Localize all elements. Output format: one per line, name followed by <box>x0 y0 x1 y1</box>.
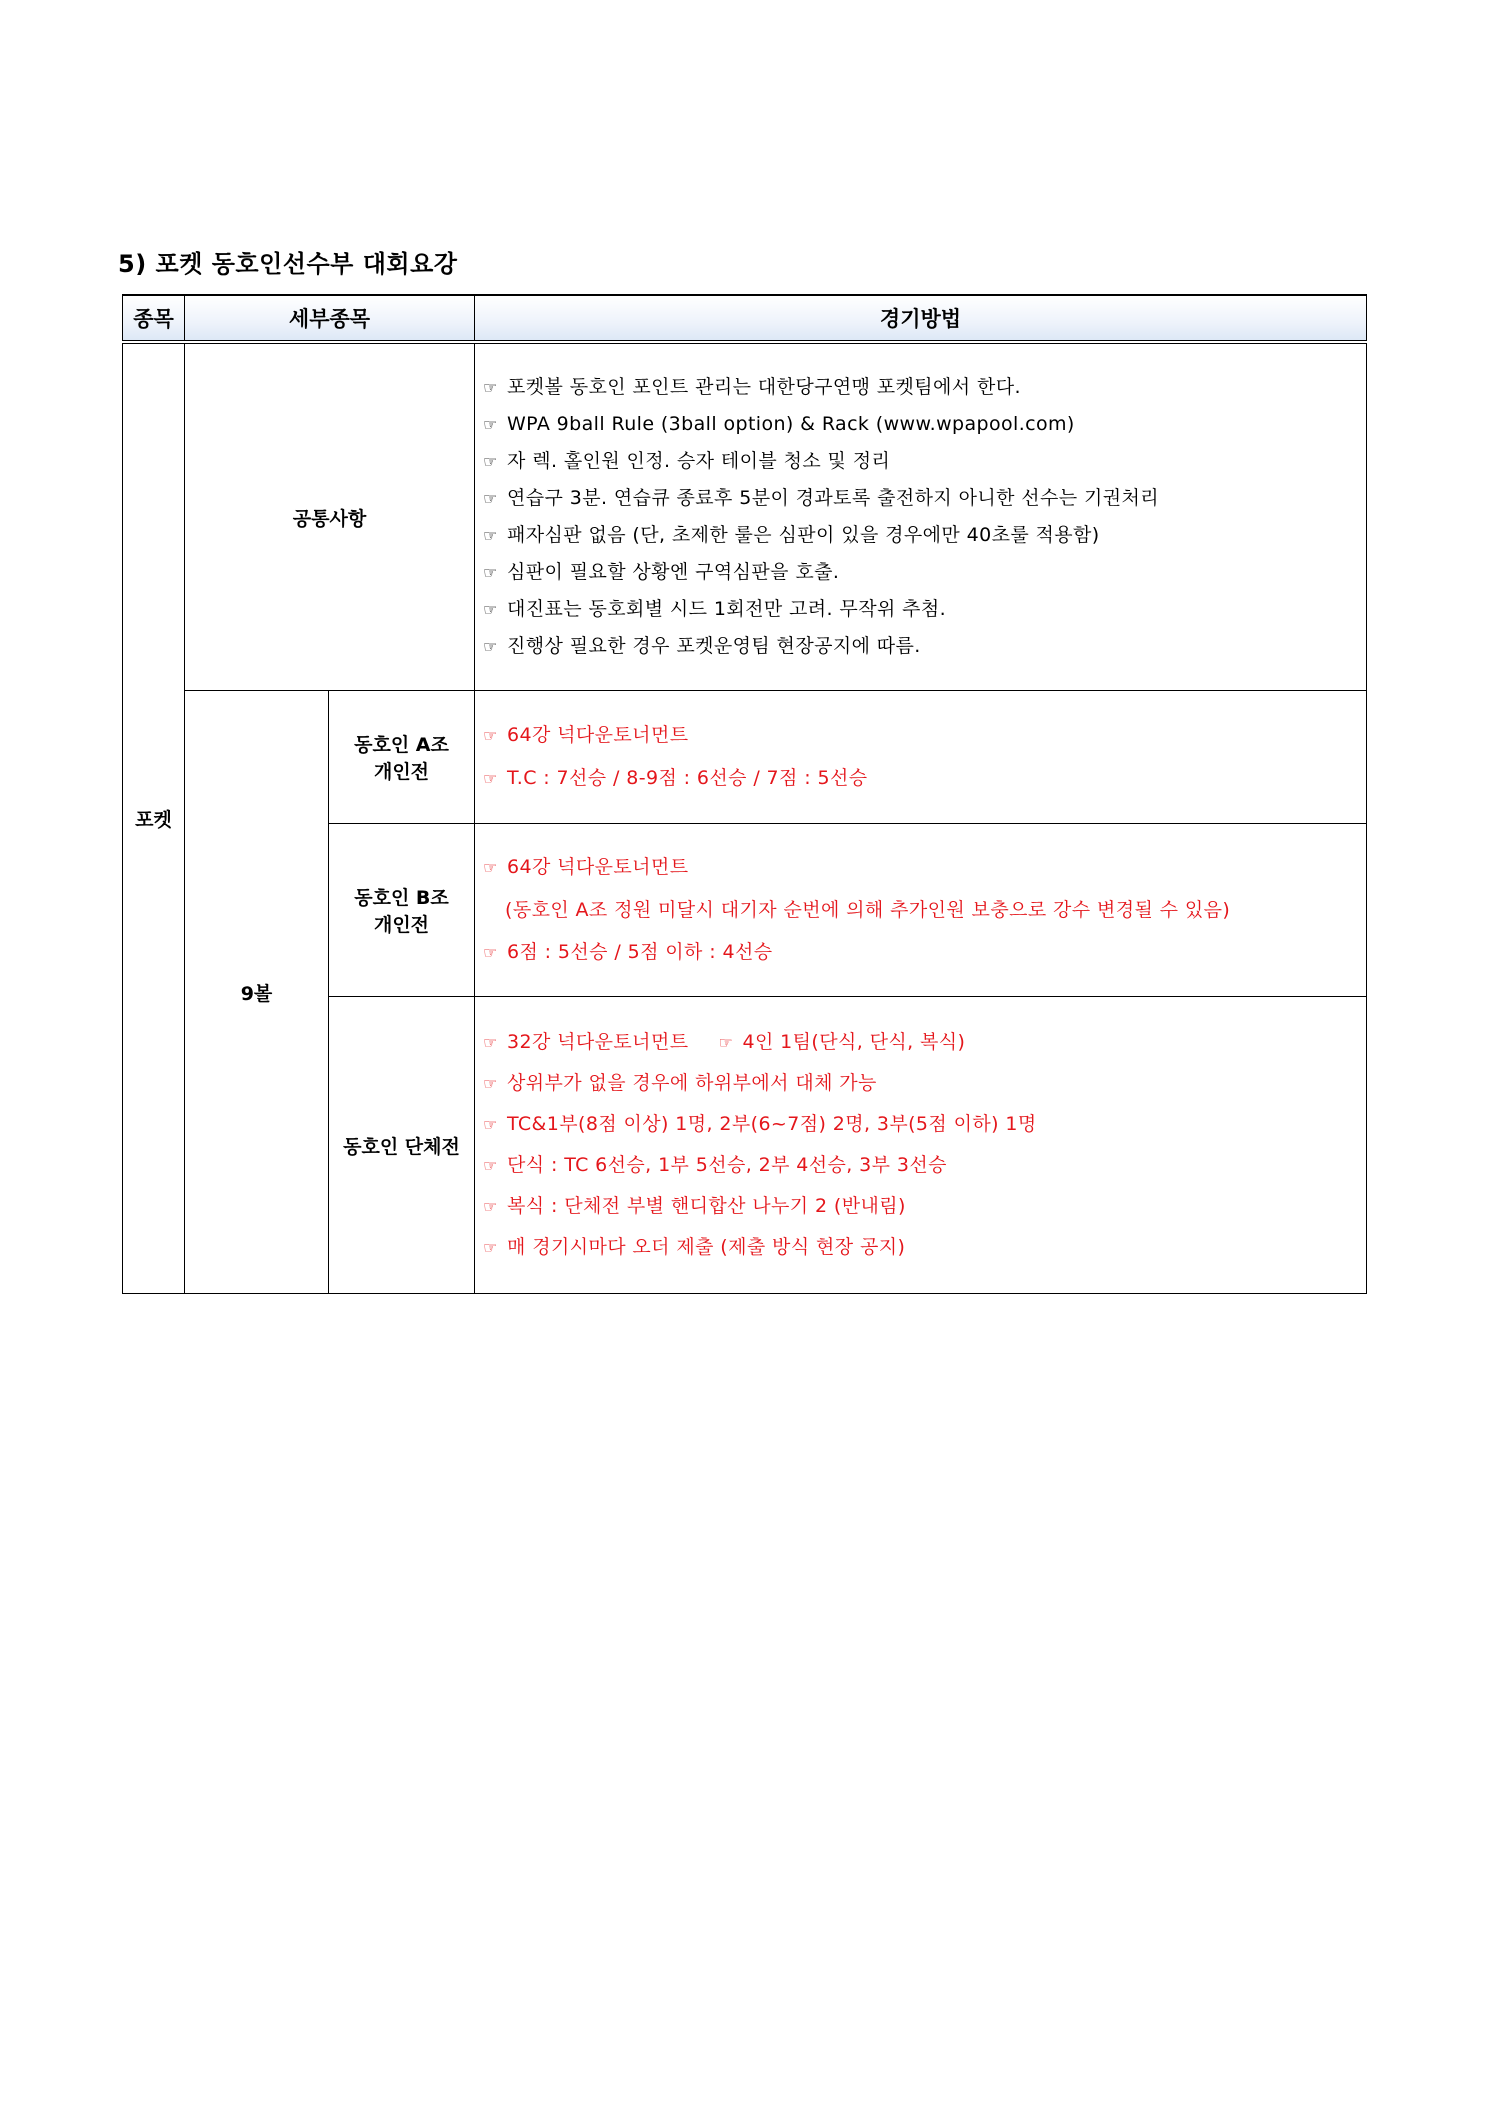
pointing-hand-icon: ☞ <box>718 1033 734 1052</box>
pointing-hand-icon: ☞ <box>483 415 498 434</box>
pointing-hand-icon: ☞ <box>483 1115 498 1134</box>
list-item: ☞ 포켓볼 동호인 포인트 관리는 대한당구연맹 포켓팀에서 한다. <box>483 369 1366 406</box>
common-row <box>123 342 1367 691</box>
list-item: ☞ 진행상 필요한 경우 포켓운영팀 현장공지에 따름. <box>483 628 1366 665</box>
pointing-hand-icon: ☞ <box>483 1074 498 1093</box>
list-item: ☞ 자 렉. 홀인원 인정. 승자 테이블 청소 및 정리 <box>483 443 1366 480</box>
list-item: ☞ 매 경기시마다 오더 제출 (제출 방식 현장 공지) <box>483 1227 1366 1268</box>
pointing-hand-icon: ☞ <box>483 563 498 582</box>
pointing-hand-icon: ☞ <box>483 526 498 545</box>
list-item: ☞ 6점 : 5선승 / 5점 이하 : 4선승 <box>483 931 1366 974</box>
pointing-hand-icon: ☞ <box>483 726 498 745</box>
list-item: ☞ T.C : 7선승 / 8-9점 : 6선승 / 7점 : 5선승 <box>483 757 1366 800</box>
pointing-hand-icon: ☞ <box>483 452 498 471</box>
list-item: ☞ 단식 : TC 6선승, 1부 5선승, 2부 4선승, 3부 3선승 <box>483 1145 1366 1186</box>
list-item-note: (동호인 A조 정원 미달시 대기자 순번에 의해 추가인원 보충으로 강수 변경될 수 있음) <box>505 899 1231 921</box>
rules-table <box>122 294 1367 1294</box>
list-item: ☞ WPA 9ball Rule (3ball option) & Rack (www.wpapool.com) <box>483 406 1366 443</box>
pointing-hand-icon: ☞ <box>483 1033 498 1052</box>
a-group-row <box>123 691 1367 824</box>
list-item: ☞ TC&1부(8점 이상) 1명, 2부(6~7점) 2명, 3부(5점 이하) 1명 <box>483 1104 1366 1145</box>
pointing-hand-icon: ☞ <box>483 1238 498 1257</box>
team-rules <box>475 997 1367 1294</box>
event-cell: 포켓 <box>123 342 185 1294</box>
pointing-hand-icon: ☞ <box>483 858 498 877</box>
list-item: ☞ 대진표는 동호회별 시드 1회전만 고려. 무작위 추첨. <box>483 591 1366 628</box>
list-item: ☞ 심판이 필요할 상황엔 구역심판을 호출. <box>483 554 1366 591</box>
common-rules <box>475 342 1367 691</box>
a-group-label: 동호인 A조 개인전 <box>329 691 475 824</box>
header-event: 종목 <box>123 295 185 342</box>
header-sub-event: 세부종목 <box>185 295 475 342</box>
list-item: ☞ 패자심판 없음 (단, 초제한 룰은 심판이 있을 경우에만 40초룰 적용함) <box>483 517 1366 554</box>
list-item: ☞ 연습구 3분. 연습큐 종료후 5분이 경과토록 출전하지 아니한 선수는 기권처리 <box>483 480 1366 517</box>
list-item: ☞ 64강 넉다운토너먼트 <box>483 846 1366 889</box>
header-row <box>123 295 1367 342</box>
b-group-rules <box>475 824 1367 997</box>
header-method: 경기방법 <box>475 295 1367 342</box>
pointing-hand-icon: ☞ <box>483 1156 498 1175</box>
team-label: 동호인 단체전 <box>329 997 475 1294</box>
section-title: 5) 포켓 동호인선수부 대회요강 <box>118 250 458 278</box>
list-item: ☞ 64강 넉다운토너먼트 <box>483 714 1366 757</box>
list-item: ☞ 상위부가 없을 경우에 하위부에서 대체 가능 <box>483 1063 1366 1104</box>
pointing-hand-icon: ☞ <box>483 1197 498 1216</box>
a-group-rules <box>475 691 1367 824</box>
b-group-label: 동호인 B조 개인전 <box>329 824 475 997</box>
common-label: 공통사항 <box>185 342 475 691</box>
nine-ball-cell: 9볼 <box>185 691 329 1294</box>
list-item: ☞ 32강 넉다운토너먼트 ☞ 4인 1팀(단식, 단식, 복식) <box>483 1022 1366 1063</box>
pointing-hand-icon: ☞ <box>483 637 498 656</box>
pointing-hand-icon: ☞ <box>483 769 498 788</box>
pointing-hand-icon: ☞ <box>483 489 498 508</box>
list-item: ☞ 복식 : 단체전 부별 핸디합산 나누기 2 (반내림) <box>483 1186 1366 1227</box>
pointing-hand-icon: ☞ <box>483 600 498 619</box>
pointing-hand-icon: ☞ <box>483 378 498 397</box>
pointing-hand-icon: ☞ <box>483 943 498 962</box>
